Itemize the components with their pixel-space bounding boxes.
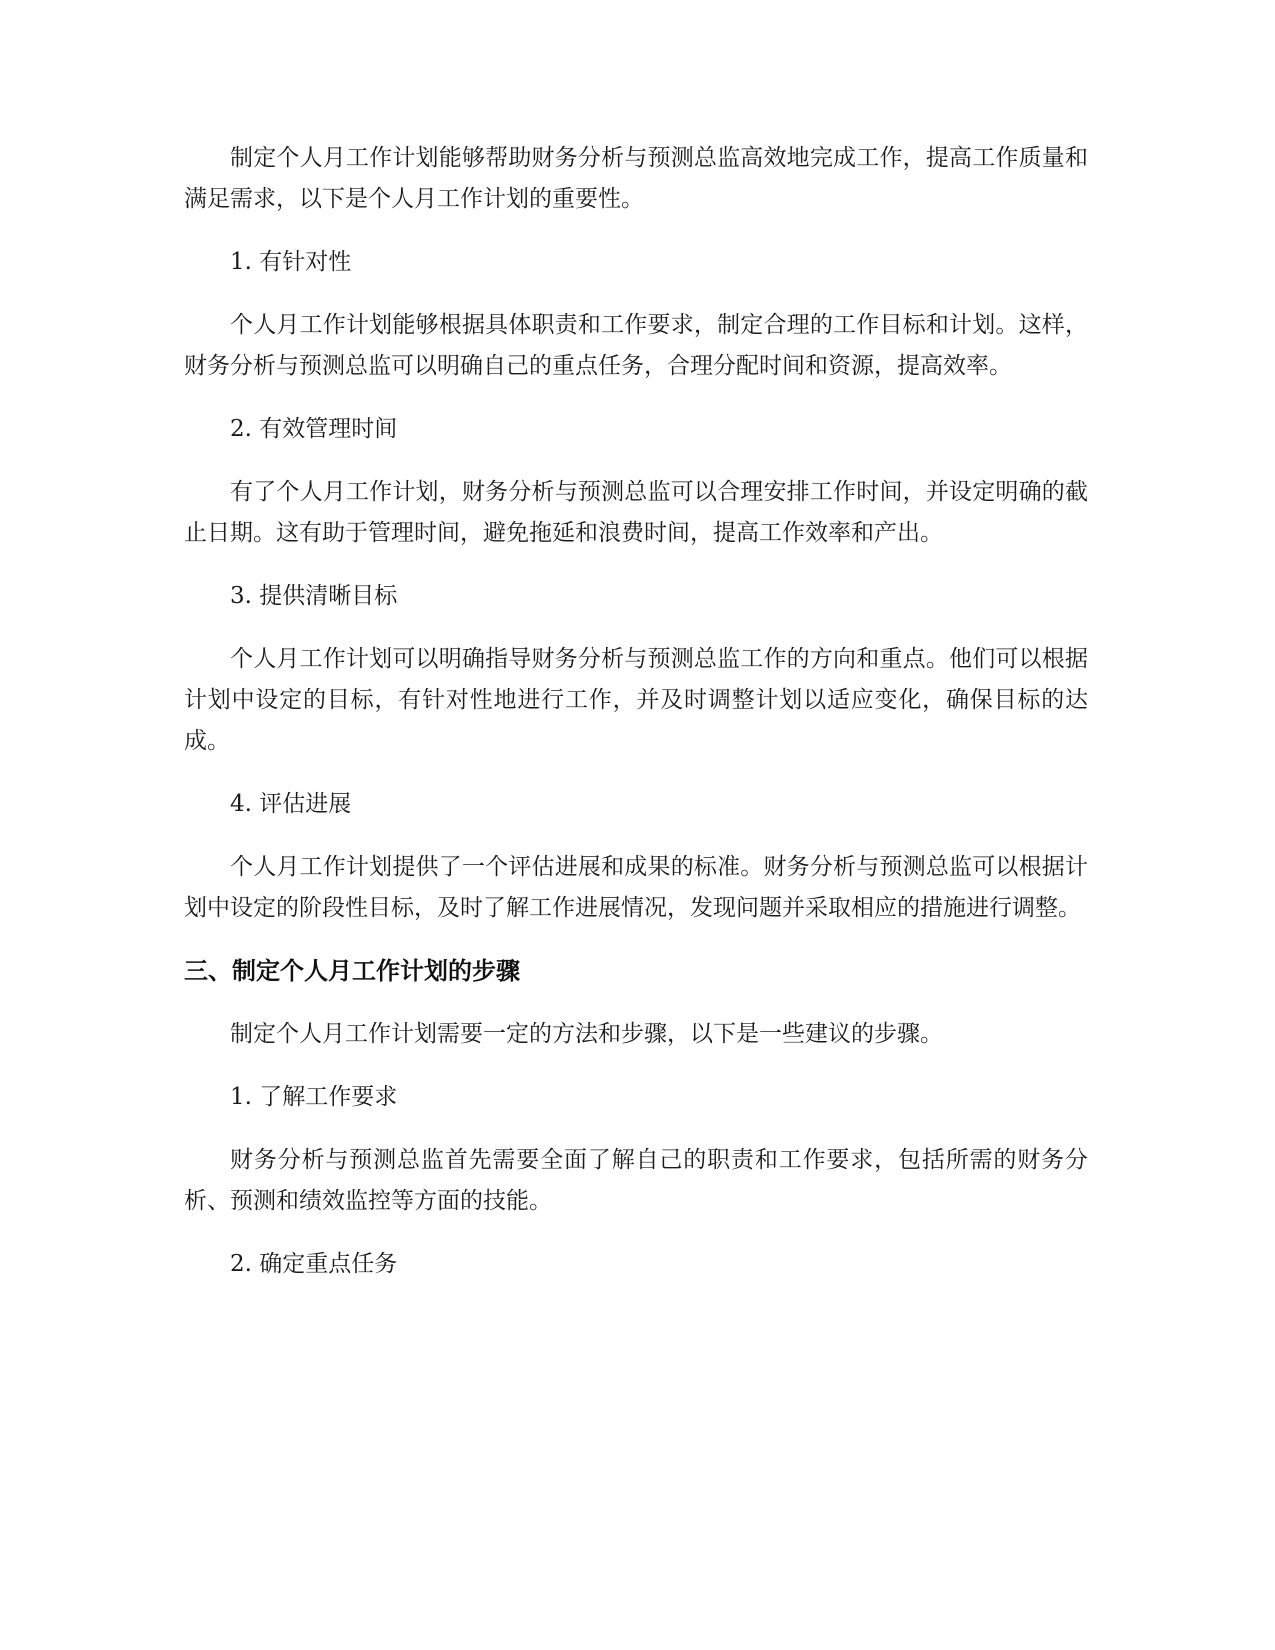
paragraph-importance-intro: 制定个人月工作计划能够帮助财务分析与预测总监高效地完成工作，提高工作质量和满足需求，以下是个人月工作计划的重要性。 — [184, 145, 1088, 212]
list-item-clear-goals: 3. 提供清晰目标 — [230, 583, 398, 609]
document-page — [184, 138, 1088, 1307]
list-item-targeted: 1. 有针对性 — [230, 249, 352, 275]
list-item-understand-requirements: 1. 了解工作要求 — [230, 1084, 398, 1110]
paragraph-time-management: 有了个人月工作计划，财务分析与预测总监可以合理安排工作时间，并设定明确的截止日期。这有助于管理时间，避免拖延和浪费时间，提高工作效率和产出。 — [184, 479, 1088, 546]
paragraph-clear-goals: 个人月工作计划可以明确指导财务分析与预测总监工作的方向和重点。他们可以根据计划中设定的目标，有针对性地进行工作，并及时调整计划以适应变化，确保目标的达成。 — [184, 646, 1088, 754]
paragraph-steps-intro: 制定个人月工作计划需要一定的方法和步骤，以下是一些建议的步骤。 — [230, 1021, 943, 1047]
paragraph-understand-requirements: 财务分析与预测总监首先需要全面了解自己的职责和工作要求，包括所需的财务分析、预测和绩效监控等方面的技能。 — [184, 1147, 1088, 1214]
paragraph-targeted: 个人月工作计划能够根据具体职责和工作要求，制定合理的工作目标和计划。这样，财务分析与预测总监可以明确自己的重点任务，合理分配时间和资源，提高效率。 — [184, 312, 1088, 379]
list-item-evaluate-progress: 4. 评估进展 — [230, 791, 352, 817]
paragraph-evaluate-progress: 个人月工作计划提供了一个评估进展和成果的标准。财务分析与预测总监可以根据计划中设定的阶段性目标，及时了解工作进展情况，发现问题并采取相应的措施进行调整。 — [184, 854, 1088, 921]
list-item-time-management: 2. 有效管理时间 — [230, 416, 398, 442]
list-item-key-tasks: 2. 确定重点任务 — [230, 1251, 398, 1277]
section-heading-steps: 三、制定个人月工作计划的步骤 — [184, 957, 520, 985]
